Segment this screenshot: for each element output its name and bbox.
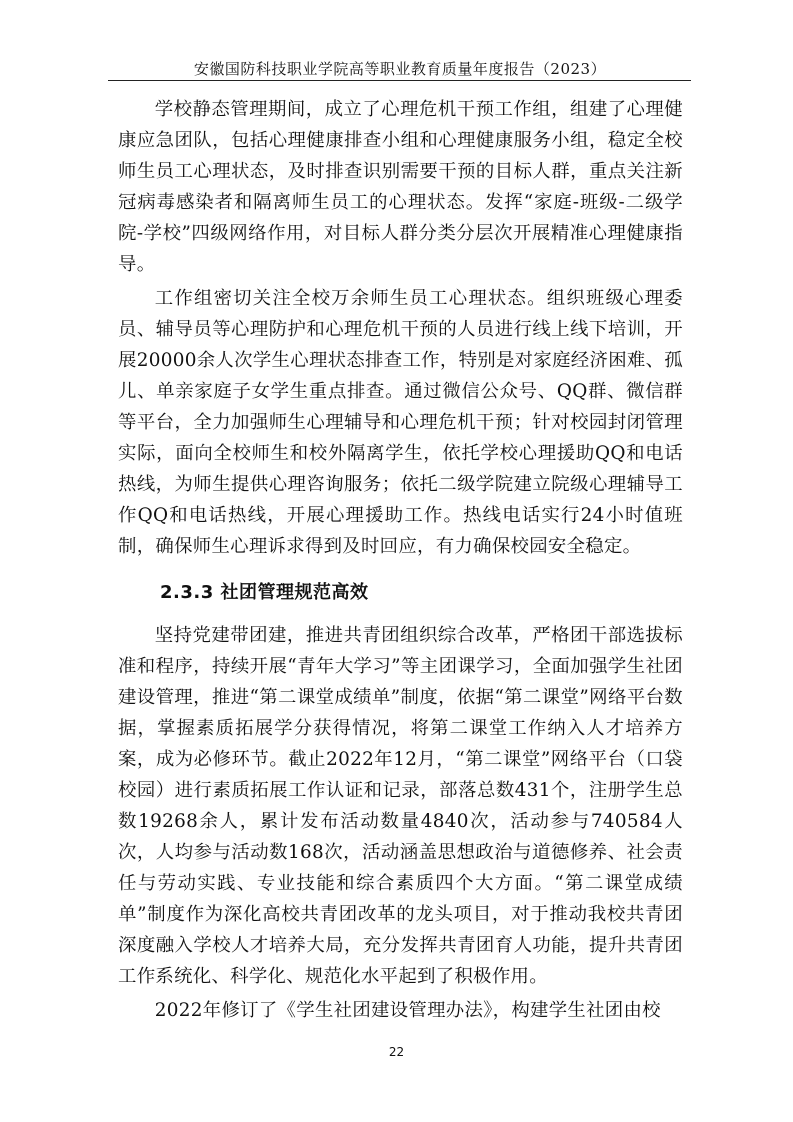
header-rule: [108, 80, 691, 81]
body-paragraph-4: [118, 995, 683, 1026]
paragraph-text: 2022年修订了《学生社团建设管理办法》，构建学生社团由校: [154, 1000, 661, 1021]
body-paragraph-2: [118, 283, 683, 562]
page-number: 22: [388, 1045, 405, 1059]
body-paragraph-3: [118, 620, 683, 992]
paragraph-text: 坚持党建带团建，推进共青团组织综合改革，严格团干部选拔标准和程序，持续开展“青年大学习”等主团课学习，全面加强学生社团建设管理，推进“第二课堂成绩单”制度，依据“第二课堂”网络平台数据，掌握素质拓展学分获得情况，将第二课堂工作纳入人才培养方案，成为必修环节。截止2022年12月，“第二课堂”网络平台（口袋校园）进行素质拓展工作认证和记录，部落总数431个，注册学生总数19268余人，累计发布活动数量4840次，活动参与740584人次，人均参与活动数168次，活动涵盖思想政治与道德修养、社会责任与劳动实践、专业技能和综合素质四个大方面。“第二课堂成绩单”制度作为深化高校共青团改革的龙头项目，对于推动我校共青团深度融入学校人才培养大局，充分发挥共青团育人功能，提升共青团工作系统化、科学化、规范化水平起到了积极作用。: [118, 625, 683, 987]
paragraph-text: 学校静态管理期间，成立了心理危机干预工作组，组建了心理健康应急团队，包括心理健康排查小组和心理健康服务小组，稳定全校师生员工心理状态，及时排查识别需要干预的目标人群，重点关注新冠病毒感染者和隔离师生员工的心理状态。发挥“家庭-班级-二级学院-学校”四级网络作用，对目标人群分类分层次开展精准心理健康指导。: [118, 99, 683, 275]
body-paragraph-1: [118, 94, 683, 280]
section-heading: 2.3.3 社团管理规范高效: [160, 582, 369, 603]
running-header: 安徽国防科技职业学院高等职业教育质量年度报告（2023）: [193, 60, 607, 78]
paragraph-text: 工作组密切关注全校万余师生员工心理状态。组织班级心理委员、辅导员等心理防护和心理危机干预的人员进行线上线下培训，开展20000余人次学生心理状态排查工作，特别是对家庭经济困难、孤儿、单亲家庭子女学生重点排查。通过微信公众号、QQ群、微信群等平台，全力加强师生心理辅导和心理危机干预；针对校园封闭管理实际，面向全校师生和校外隔离学生，依托学校心理援助QQ和电话热线，为师生提供心理咨询服务；依托二级学院建立院级心理辅导工作QQ和电话热线，开展心理援助工作。热线电话实行24小时值班制，确保师生心理诉求得到及时回应，有力确保校园安全稳定。: [118, 288, 683, 557]
